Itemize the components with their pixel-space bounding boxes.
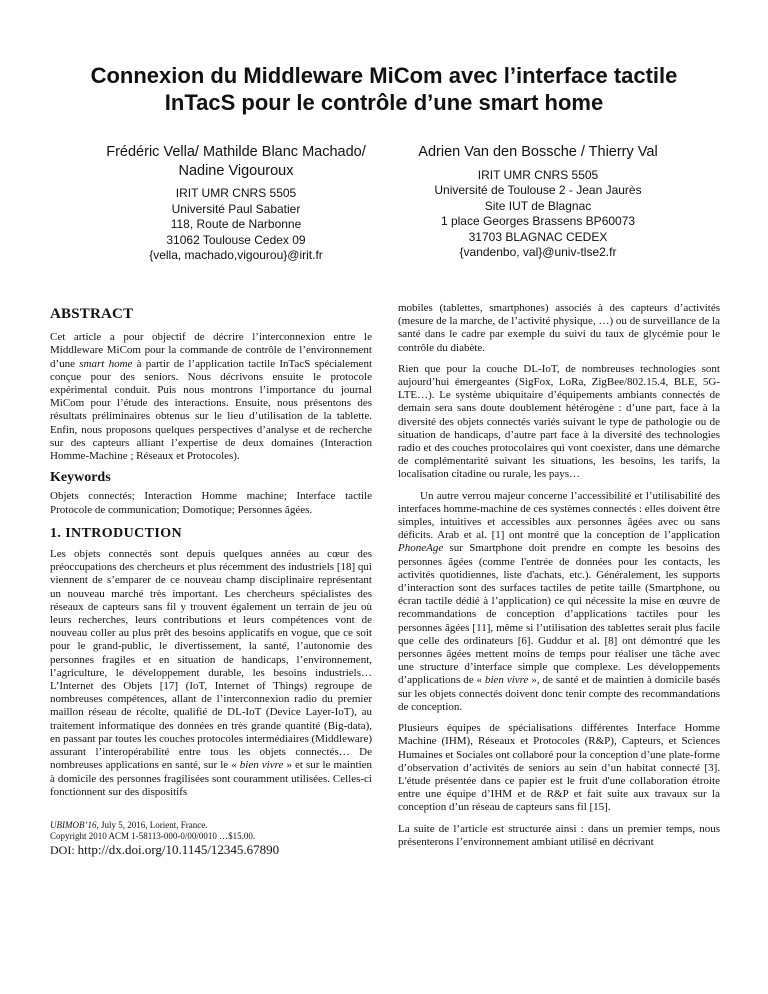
- author-name-line: Frédéric Vella/ Mathilde Blanc Machado/: [106, 144, 366, 160]
- title-line-1: Connexion du Middleware MiCom avec l’interface tactile: [90, 63, 678, 88]
- text-run: à partir de l’application tactile InTacS spécialement conçue pour des seniors. Nous décrivons ensuite le protocole expérimental conduit. Puis nous montrons l’importance du journal MiCom pour l’étude des interactions. Ensuite, nous présentons des résultats préliminaires obtenus sur le lieu d’utilisation de la tablette. Enfin, nous proposons quelques perspectives d’analyse et de recherche sur des capteurs alliant l’expertise de deux domaines (Interaction Homme-Machine ; Réseaux et Protocoles).: [50, 357, 372, 463]
- text-emphasis: smart home: [79, 357, 133, 370]
- abstract-paragraph: [50, 331, 372, 463]
- text-run: Cet article a pour objectif de décrire l’interconnexion entre le Middleware MiCom pour la commande de contrôle de l’environnement d’une: [50, 331, 372, 370]
- conference-line: [50, 820, 372, 831]
- affiliation-line: Université Paul Sabatier: [171, 201, 301, 216]
- affiliation-line: 1 place Georges Brassens BP60073: [440, 214, 636, 228]
- text-emphasis: PhoneAge: [398, 542, 444, 555]
- author-email: {vandenbo, val}@univ-tlse2.fr: [459, 245, 617, 259]
- doi-link[interactable]: http://dx.doi.org/10.1145/12345.67890: [77, 842, 280, 857]
- text-run: Un autre verrou majeur concerne l’accessibilité et l’utilisabilité des interfaces homme-machine de ces systèmes connectés : elles doivent être simples, intuitives et accessibles aux personnes âgées avec ou sans déficits. Arab et al. [1] ont montré que la conception de l’application: [398, 489, 720, 542]
- copyright-line: Copyright 2010 ACM 1-58113-000-0/00/0010 …$15.00.: [50, 831, 256, 841]
- right-column: [398, 302, 720, 857]
- affiliation-line: IRIT UMR CNRS 5505: [477, 167, 599, 182]
- intro-paragraph: [50, 548, 372, 799]
- affiliation-line: 31703 BLAGNAC CEDEX: [468, 229, 608, 244]
- affiliation-left: [100, 186, 372, 264]
- keywords-text: Objets connectés; Interaction Homme machine; Interface tactile Protocole de communication; Domotique; Personnes âgées.: [50, 490, 372, 516]
- conference-name: UBIMOB’16: [50, 820, 97, 830]
- author-name-line: Adrien Van den Bossche / Thierry Val: [418, 144, 658, 160]
- abstract-heading: ABSTRACT: [50, 306, 134, 322]
- body-paragraph: [398, 490, 720, 714]
- doi-line: [50, 844, 372, 856]
- text-run: sur Smartphone doit prendre en compte les besoins des personnes âgées (comme l'entrée de données pour les contacts, les activités quotidiennes, liste d'achats, etc.). Généralement, les supports d’interaction sont des surfaces tactiles de petite taille (Smartphone, ou écran tactile dédié à l’application) ce qui nécessite la mise en œuvre de recommandations de conception d’applications tactiles pour les personnes âgées [11], même si l’utilisation des tablettes serait plus facile que celle des ordinateurs [6]. Guddur et al. [8] ont démontré que les personnes âgées mettent moins de temps pour réaliser une tâche avec une structure d’interface simple que complexe. Les développements d’applications de «: [398, 542, 720, 687]
- affiliation-line: IRIT UMR CNRS 5505: [175, 186, 297, 200]
- text-emphasis: bien vivre: [239, 759, 284, 772]
- body-paragraph: Plusieurs équipes de spécialisations différentes Interface Homme Machine (IHM), Réseaux et Protocoles (R&P), Capteurs, et Sciences Humaines et Sociales ont collaboré pour la conception d’une plate-forme d’observation d’activités de seniors au sein d’un habitat connecté [3]. L'étude présentée dans ce papier est le fruit d'une collaboration étroite entre une équipe d’IHM et de R&P et fait suite aux travaux sur la conception d’un réseau de capteurs sans fil [15].: [398, 722, 720, 814]
- text-run: », de santé et de maintien à domicile basés sur les objets connectés doivent donc tenir compte des recommandations de conception.: [398, 674, 721, 713]
- paper-title: [60, 62, 708, 116]
- keywords-heading: Keywords: [50, 470, 111, 486]
- affiliation-line: Université de Toulouse 2 - Jean Jaurès: [434, 183, 642, 197]
- author-names-left: [100, 143, 372, 180]
- author-name-line: Nadine Vigouroux: [178, 162, 294, 179]
- left-column: [50, 302, 372, 807]
- author-block-right: [402, 143, 674, 261]
- body-paragraph: Rien que pour la couche DL-IoT, de nombreuses technologies sont aujourd’hui émergeantes (SigFox, LoRa, ZigBee/802.15.4, BLE, 5G-LTE…). Le système ubiquitaire d’équipements ambiants connectés de demain sera sans doute doublement hétérogène : d’une part, face à la diversité des objets connectés variés suivant le type de pathologie ou de situation de handicaps, d’autre part face à la diversité des technologies radio et des couches protocolaires qui vont coexister, dans une démarche de complémentarité suivant les situations, les besoins, les tarifs, la localisation citadine ou rurale, les pays…: [398, 362, 720, 481]
- body-paragraph: La suite de l’article est structurée ainsi : dans un premier temps, nous présenterons l’environnement ambiant utilisé en décrivant: [398, 822, 720, 848]
- author-block-left: [100, 143, 372, 264]
- text-run: » et sur le maintien à domicile des personnes fragilisées sont couramment utilisées. Celles-ci fonctionnent sur des dispositifs: [50, 759, 373, 798]
- doi-label: DOI:: [50, 843, 78, 857]
- author-names-right: [402, 143, 674, 162]
- section-heading-introduction: 1. INTRODUCTION: [50, 525, 183, 541]
- affiliation-right: [402, 168, 674, 261]
- body-paragraph: mobiles (tablettes, smartphones) associés à des capteurs d’activités (mesure de la marche, de l’activité physique, …) ou de surveillance de la santé dans le cadre par exemple du suivi du taux de glycémie pour le contrôle du diabète.: [398, 302, 720, 354]
- title-line-2: InTacS pour le contrôle d’une smart home: [164, 90, 604, 115]
- conference-details: , July 5, 2016, Lorient, France.: [96, 820, 208, 830]
- author-email: {vella, machado,vigourou}@irit.fr: [149, 248, 323, 262]
- text-emphasis: bien vivre: [484, 674, 529, 687]
- affiliation-line: 31062 Toulouse Cedex 09: [166, 232, 306, 247]
- copyright-footnote: [50, 820, 372, 856]
- text-run: Les objets connectés sont depuis quelques années au cœur des préoccupations des chercheurs et plus récemment des industriels [18] qui viennent de s’emparer de ce nouveau champ disciplinaire représentant un nouveau marché très important. Les chercheurs spécialistes des réseaux de capteurs sans fil y trouvent également un terrain de jeu où leurs recherches, leurs contributions et leurs compétences vont de nouveau coller au plus prêt des besoins applicatifs en vogue, que ce soit pour le grand-public, le divertissement, la santé, l’autonomie des personnes fragiles et en situation de handicaps, l’environnement, l’agriculture, le développement durable, les besoins industriels… L’Internet des Objets [17] (IoT, Internet of Things) regroupe de nombreuses compétences, allant de l’interconnexion radio du premier maillon réseau de récolte, qualifié de DL-IoT (Device Layer-IoT), au traitement informatique des données en très grande quantité (Big-data), en passant par toutes les couches protocoles intermédiaires (Middleware) assurant l’interopérabilité entre tous les objets connectés… De nombreuses applications en santé, sur le «: [50, 548, 372, 772]
- affiliation-line: Site IUT de Blagnac: [484, 198, 592, 213]
- affiliation-line: 118, Route de Narbonne: [170, 217, 302, 231]
